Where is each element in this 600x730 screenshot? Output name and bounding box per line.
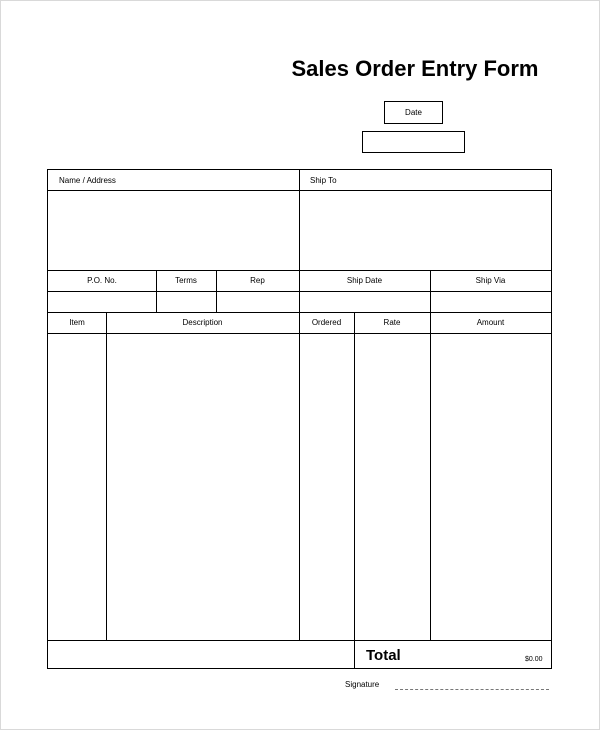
ship-to-label: Ship To bbox=[310, 176, 337, 185]
description-column-header: Description bbox=[182, 318, 223, 327]
date-label: Date bbox=[384, 101, 443, 124]
ship-via-label: Ship Via bbox=[475, 276, 506, 285]
po-number-field[interactable] bbox=[49, 292, 155, 311]
signature-label: Signature bbox=[345, 680, 380, 689]
ship-via-field[interactable] bbox=[431, 292, 550, 311]
terms-label: Terms bbox=[175, 276, 197, 285]
name-address-field[interactable] bbox=[49, 191, 298, 269]
signature-line[interactable] bbox=[395, 689, 549, 690]
rep-label: Rep bbox=[250, 276, 265, 285]
ordered-column-header: Ordered bbox=[311, 318, 342, 327]
form-title: Sales Order Entry Form bbox=[291, 56, 539, 81]
rate-entry-area[interactable] bbox=[355, 334, 430, 640]
po-number-label: P.O. No. bbox=[87, 276, 117, 285]
order-form-table bbox=[47, 169, 552, 669]
terms-field[interactable] bbox=[157, 292, 215, 311]
item-column-header: Item bbox=[69, 318, 85, 327]
ship-date-label: Ship Date bbox=[346, 276, 383, 285]
description-entry-area[interactable] bbox=[107, 334, 299, 640]
ship-to-field[interactable] bbox=[300, 191, 550, 269]
amount-column-header: Amount bbox=[476, 318, 505, 327]
ship-date-field[interactable] bbox=[300, 292, 429, 311]
item-entry-area[interactable] bbox=[49, 334, 106, 640]
total-label: Total bbox=[366, 647, 401, 664]
total-value: $0.00 bbox=[525, 656, 543, 663]
rep-field[interactable] bbox=[217, 292, 298, 311]
ordered-entry-area[interactable] bbox=[300, 334, 354, 640]
date-field[interactable] bbox=[362, 131, 465, 153]
rate-column-header: Rate bbox=[383, 318, 401, 327]
name-address-label: Name / Address bbox=[59, 176, 116, 185]
amount-entry-area[interactable] bbox=[431, 334, 550, 640]
